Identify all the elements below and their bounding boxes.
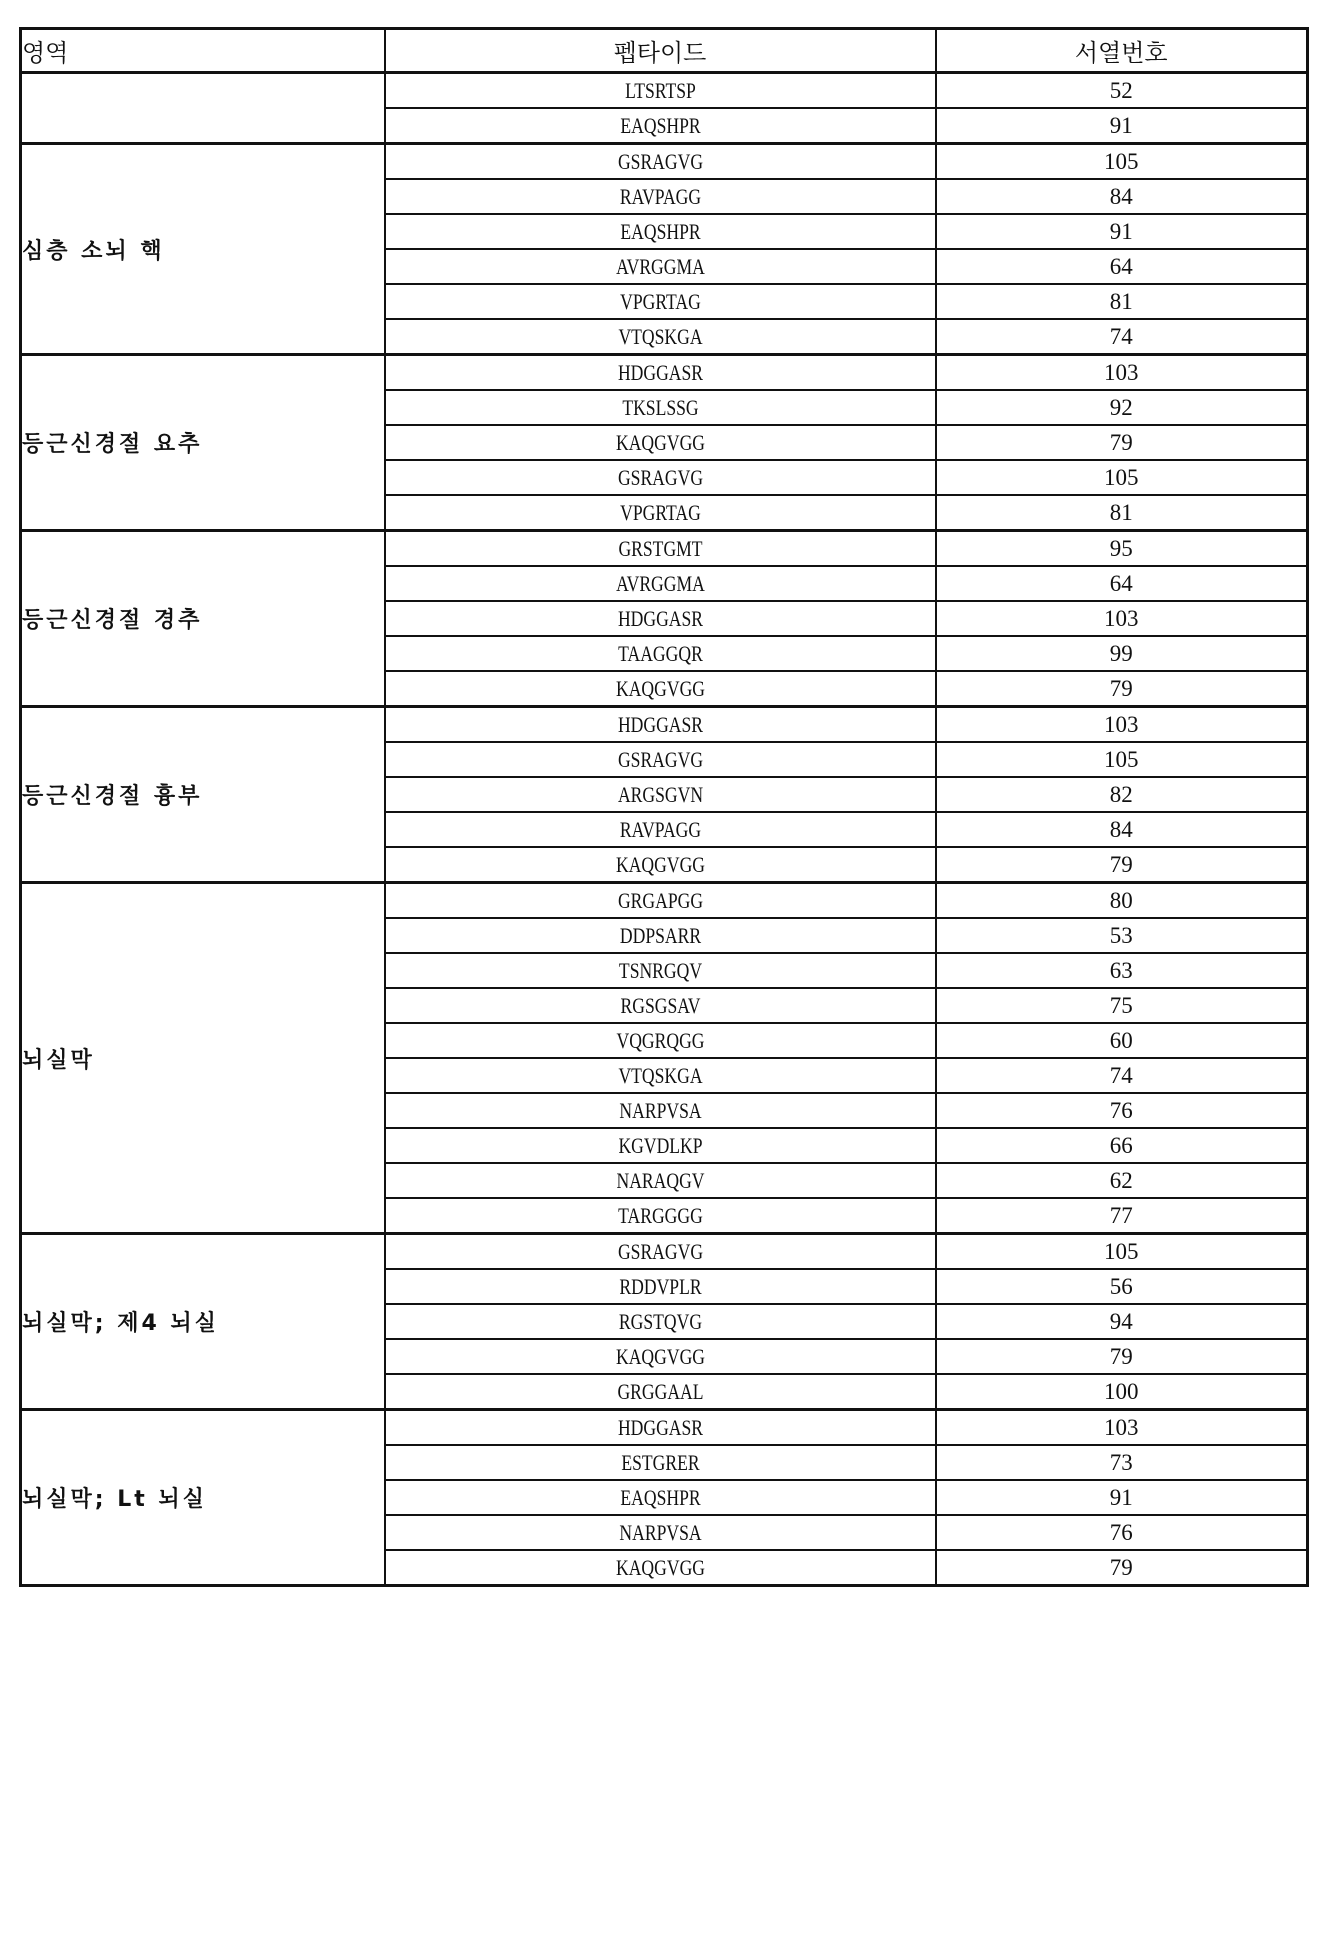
seq-no-cell: 95 bbox=[936, 531, 1308, 567]
peptide-cell: KGVDLKP bbox=[440, 1128, 881, 1163]
peptide-cell: KAQGVGG bbox=[440, 847, 881, 883]
seq-no-cell: 103 bbox=[936, 1410, 1308, 1446]
table-row bbox=[21, 144, 1308, 180]
peptide-cell: AVRGGMA bbox=[440, 249, 881, 284]
peptide-cell: NARPVSA bbox=[440, 1515, 881, 1550]
peptide-cell: HDGGASR bbox=[440, 1410, 881, 1446]
peptide-cell: RGSTQVG bbox=[440, 1304, 881, 1339]
seq-no-cell: 77 bbox=[936, 1198, 1308, 1234]
seq-no-cell: 91 bbox=[936, 1480, 1308, 1515]
peptide-cell: EAQSHPR bbox=[440, 1480, 881, 1515]
region-cell: 뇌실막; Lt 뇌실 bbox=[21, 1410, 385, 1586]
seq-no-cell: 103 bbox=[936, 355, 1308, 391]
peptide-cell: RAVPAGG bbox=[440, 179, 881, 214]
seq-no-cell: 52 bbox=[936, 73, 1308, 109]
seq-no-cell: 53 bbox=[936, 918, 1308, 953]
peptide-cell: EAQSHPR bbox=[440, 108, 881, 144]
peptide-cell: KAQGVGG bbox=[440, 1339, 881, 1374]
table-row bbox=[21, 531, 1308, 567]
region-cell bbox=[21, 73, 385, 144]
seq-no-cell: 64 bbox=[936, 249, 1308, 284]
seq-no-cell: 79 bbox=[936, 847, 1308, 883]
seq-no-cell: 105 bbox=[936, 460, 1308, 495]
header-row bbox=[21, 29, 1308, 73]
peptide-cell: VPGRTAG bbox=[440, 495, 881, 531]
seq-no-cell: 91 bbox=[936, 108, 1308, 144]
seq-no-cell: 63 bbox=[936, 953, 1308, 988]
seq-no-cell: 84 bbox=[936, 179, 1308, 214]
table-row bbox=[21, 707, 1308, 743]
seq-no-cell: 82 bbox=[936, 777, 1308, 812]
peptide-cell: GRSTGMT bbox=[440, 531, 881, 567]
seq-no-cell: 103 bbox=[936, 707, 1308, 743]
seq-no-cell: 79 bbox=[936, 425, 1308, 460]
peptide-cell: LTSRTSP bbox=[440, 73, 881, 109]
seq-no-cell: 79 bbox=[936, 671, 1308, 707]
seq-no-cell: 94 bbox=[936, 1304, 1308, 1339]
seq-no-cell: 81 bbox=[936, 495, 1308, 531]
region-cell: 뇌실막 bbox=[21, 883, 385, 1234]
seq-no-cell: 79 bbox=[936, 1550, 1308, 1586]
peptide-cell: NARAQGV bbox=[440, 1163, 881, 1198]
peptide-cell: GSRAGVG bbox=[440, 1234, 881, 1270]
table-row bbox=[21, 1234, 1308, 1270]
seq-no-cell: 84 bbox=[936, 812, 1308, 847]
region-cell: 심층 소뇌 핵 bbox=[21, 144, 385, 355]
seq-no-cell: 103 bbox=[936, 601, 1308, 636]
peptide-cell: TKSLSSG bbox=[440, 390, 881, 425]
seq-no-cell: 76 bbox=[936, 1093, 1308, 1128]
peptide-cell: AVRGGMA bbox=[440, 566, 881, 601]
seq-no-cell: 105 bbox=[936, 742, 1308, 777]
seq-no-cell: 75 bbox=[936, 988, 1308, 1023]
region-cell: 등근신경절 요추 bbox=[21, 355, 385, 531]
peptide-cell: TAAGGQR bbox=[440, 636, 881, 671]
peptide-cell: GRGGAAL bbox=[440, 1374, 881, 1410]
peptide-cell: EAQSHPR bbox=[440, 214, 881, 249]
peptide-cell: VQGRQGG bbox=[440, 1023, 881, 1058]
peptide-cell: VPGRTAG bbox=[440, 284, 881, 319]
peptide-cell: RDDVPLR bbox=[440, 1269, 881, 1304]
region-cell: 등근신경절 흉부 bbox=[21, 707, 385, 883]
peptide-cell: GSRAGVG bbox=[440, 742, 881, 777]
table-row bbox=[21, 1410, 1308, 1446]
seq-no-cell: 73 bbox=[936, 1445, 1308, 1480]
seq-no-cell: 76 bbox=[936, 1515, 1308, 1550]
peptide-cell: NARPVSA bbox=[440, 1093, 881, 1128]
table-row bbox=[21, 883, 1308, 919]
peptide-cell: TSNRGQV bbox=[440, 953, 881, 988]
peptide-cell: VTQSKGA bbox=[440, 319, 881, 355]
seq-no-cell: 62 bbox=[936, 1163, 1308, 1198]
seq-no-cell: 105 bbox=[936, 1234, 1308, 1270]
seq-no-cell: 74 bbox=[936, 1058, 1308, 1093]
seq-no-cell: 81 bbox=[936, 284, 1308, 319]
peptide-cell: RAVPAGG bbox=[440, 812, 881, 847]
seq-no-cell: 100 bbox=[936, 1374, 1308, 1410]
table-body bbox=[21, 73, 1308, 1586]
header-peptide: 펩타이드 bbox=[385, 29, 936, 73]
peptide-cell: DDPSARR bbox=[440, 918, 881, 953]
seq-no-cell: 92 bbox=[936, 390, 1308, 425]
peptide-cell: RGSGSAV bbox=[440, 988, 881, 1023]
peptide-cell: GSRAGVG bbox=[440, 460, 881, 495]
peptide-cell: GRGAPGG bbox=[440, 883, 881, 919]
table-row bbox=[21, 73, 1308, 109]
seq-no-cell: 99 bbox=[936, 636, 1308, 671]
seq-no-cell: 66 bbox=[936, 1128, 1308, 1163]
peptide-cell: KAQGVGG bbox=[440, 1550, 881, 1586]
peptide-cell: TARGGGG bbox=[440, 1198, 881, 1234]
peptide-cell: GSRAGVG bbox=[440, 144, 881, 180]
peptide-cell: KAQGVGG bbox=[440, 425, 881, 460]
peptide-cell: HDGGASR bbox=[440, 707, 881, 743]
table-row bbox=[21, 355, 1308, 391]
peptide-cell: HDGGASR bbox=[440, 601, 881, 636]
region-cell: 등근신경절 경추 bbox=[21, 531, 385, 707]
seq-no-cell: 64 bbox=[936, 566, 1308, 601]
seq-no-cell: 60 bbox=[936, 1023, 1308, 1058]
peptide-cell: ESTGRER bbox=[440, 1445, 881, 1480]
seq-no-cell: 79 bbox=[936, 1339, 1308, 1374]
seq-no-cell: 56 bbox=[936, 1269, 1308, 1304]
seq-no-cell: 105 bbox=[936, 144, 1308, 180]
peptide-table bbox=[19, 27, 1309, 1587]
seq-no-cell: 74 bbox=[936, 319, 1308, 355]
peptide-cell: ARGSGVN bbox=[440, 777, 881, 812]
seq-no-cell: 80 bbox=[936, 883, 1308, 919]
peptide-cell: KAQGVGG bbox=[440, 671, 881, 707]
region-cell: 뇌실막; 제4 뇌실 bbox=[21, 1234, 385, 1410]
header-region: 영역 bbox=[21, 29, 385, 73]
header-seq-no: 서열번호 bbox=[936, 29, 1308, 73]
peptide-cell: VTQSKGA bbox=[440, 1058, 881, 1093]
seq-no-cell: 91 bbox=[936, 214, 1308, 249]
peptide-cell: HDGGASR bbox=[440, 355, 881, 391]
